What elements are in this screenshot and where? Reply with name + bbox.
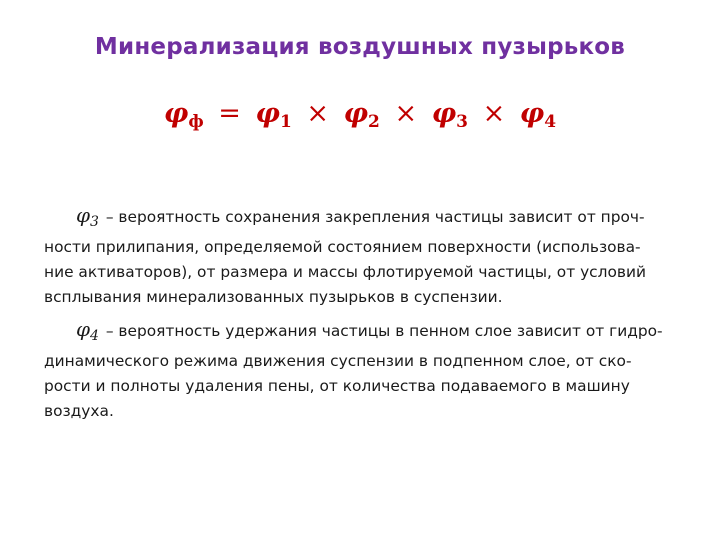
paragraph-line: ние активаторов), от размера и массы флотируемой частицы, от условий xyxy=(44,263,646,281)
paragraph-line: рости и полноты удаления пены, от количества подаваемого в машину xyxy=(44,377,630,395)
formula-times: × xyxy=(394,98,418,129)
variable-subscript: 3 xyxy=(90,214,99,230)
formula-factor-subscript: 2 xyxy=(368,112,380,132)
formula-factor-1 xyxy=(255,98,292,132)
variable-symbol: φ xyxy=(76,203,91,227)
formula-lhs-symbol: φ xyxy=(163,98,189,129)
formula-factor-3 xyxy=(431,98,468,132)
variable-symbol: φ xyxy=(76,317,91,341)
formula-factor-2 xyxy=(343,98,380,132)
formula-lhs xyxy=(163,98,204,132)
formula-equals: = xyxy=(218,98,241,129)
paragraph-phi4 xyxy=(44,317,684,424)
formula-factor-subscript: 4 xyxy=(544,112,557,132)
paragraph-text: – вероятность сохранения закрепления частицы зависит от проч- xyxy=(105,208,645,226)
variable-phi3 xyxy=(76,203,99,230)
formula xyxy=(0,98,720,132)
formula-times: × xyxy=(306,98,330,129)
formula-factor-4 xyxy=(519,98,557,132)
variable-subscript: 4 xyxy=(90,328,99,344)
paragraph-line: ности прилипания, определяемой состоянием поверхности (использова- xyxy=(44,238,641,256)
paragraph-line xyxy=(76,203,684,235)
paragraph-line xyxy=(76,317,684,349)
variable-phi4 xyxy=(76,317,99,344)
paragraph-phi3 xyxy=(44,203,684,310)
formula-factor-symbol: φ xyxy=(343,98,369,129)
formula-factor-symbol: φ xyxy=(431,98,457,129)
paragraph-line: динамического режима движения суспензии в подпенном слое, от ско- xyxy=(44,352,632,370)
slide-title: Минерализация воздушных пузырьков xyxy=(94,34,626,60)
formula-factor-symbol: φ xyxy=(519,98,545,129)
formula-factor-subscript: 3 xyxy=(456,112,468,132)
formula-lhs-subscript: ф xyxy=(188,112,204,132)
formula-times: × xyxy=(482,98,506,129)
paragraph-line: воздуха. xyxy=(44,402,114,420)
paragraph-line: всплывания минерализованных пузырьков в суспензии. xyxy=(44,288,503,306)
paragraph-text: – вероятность удержания частицы в пенном слое зависит от гидро- xyxy=(105,322,663,340)
formula-factor-symbol: φ xyxy=(255,98,280,129)
formula-factor-subscript: 1 xyxy=(279,112,292,132)
